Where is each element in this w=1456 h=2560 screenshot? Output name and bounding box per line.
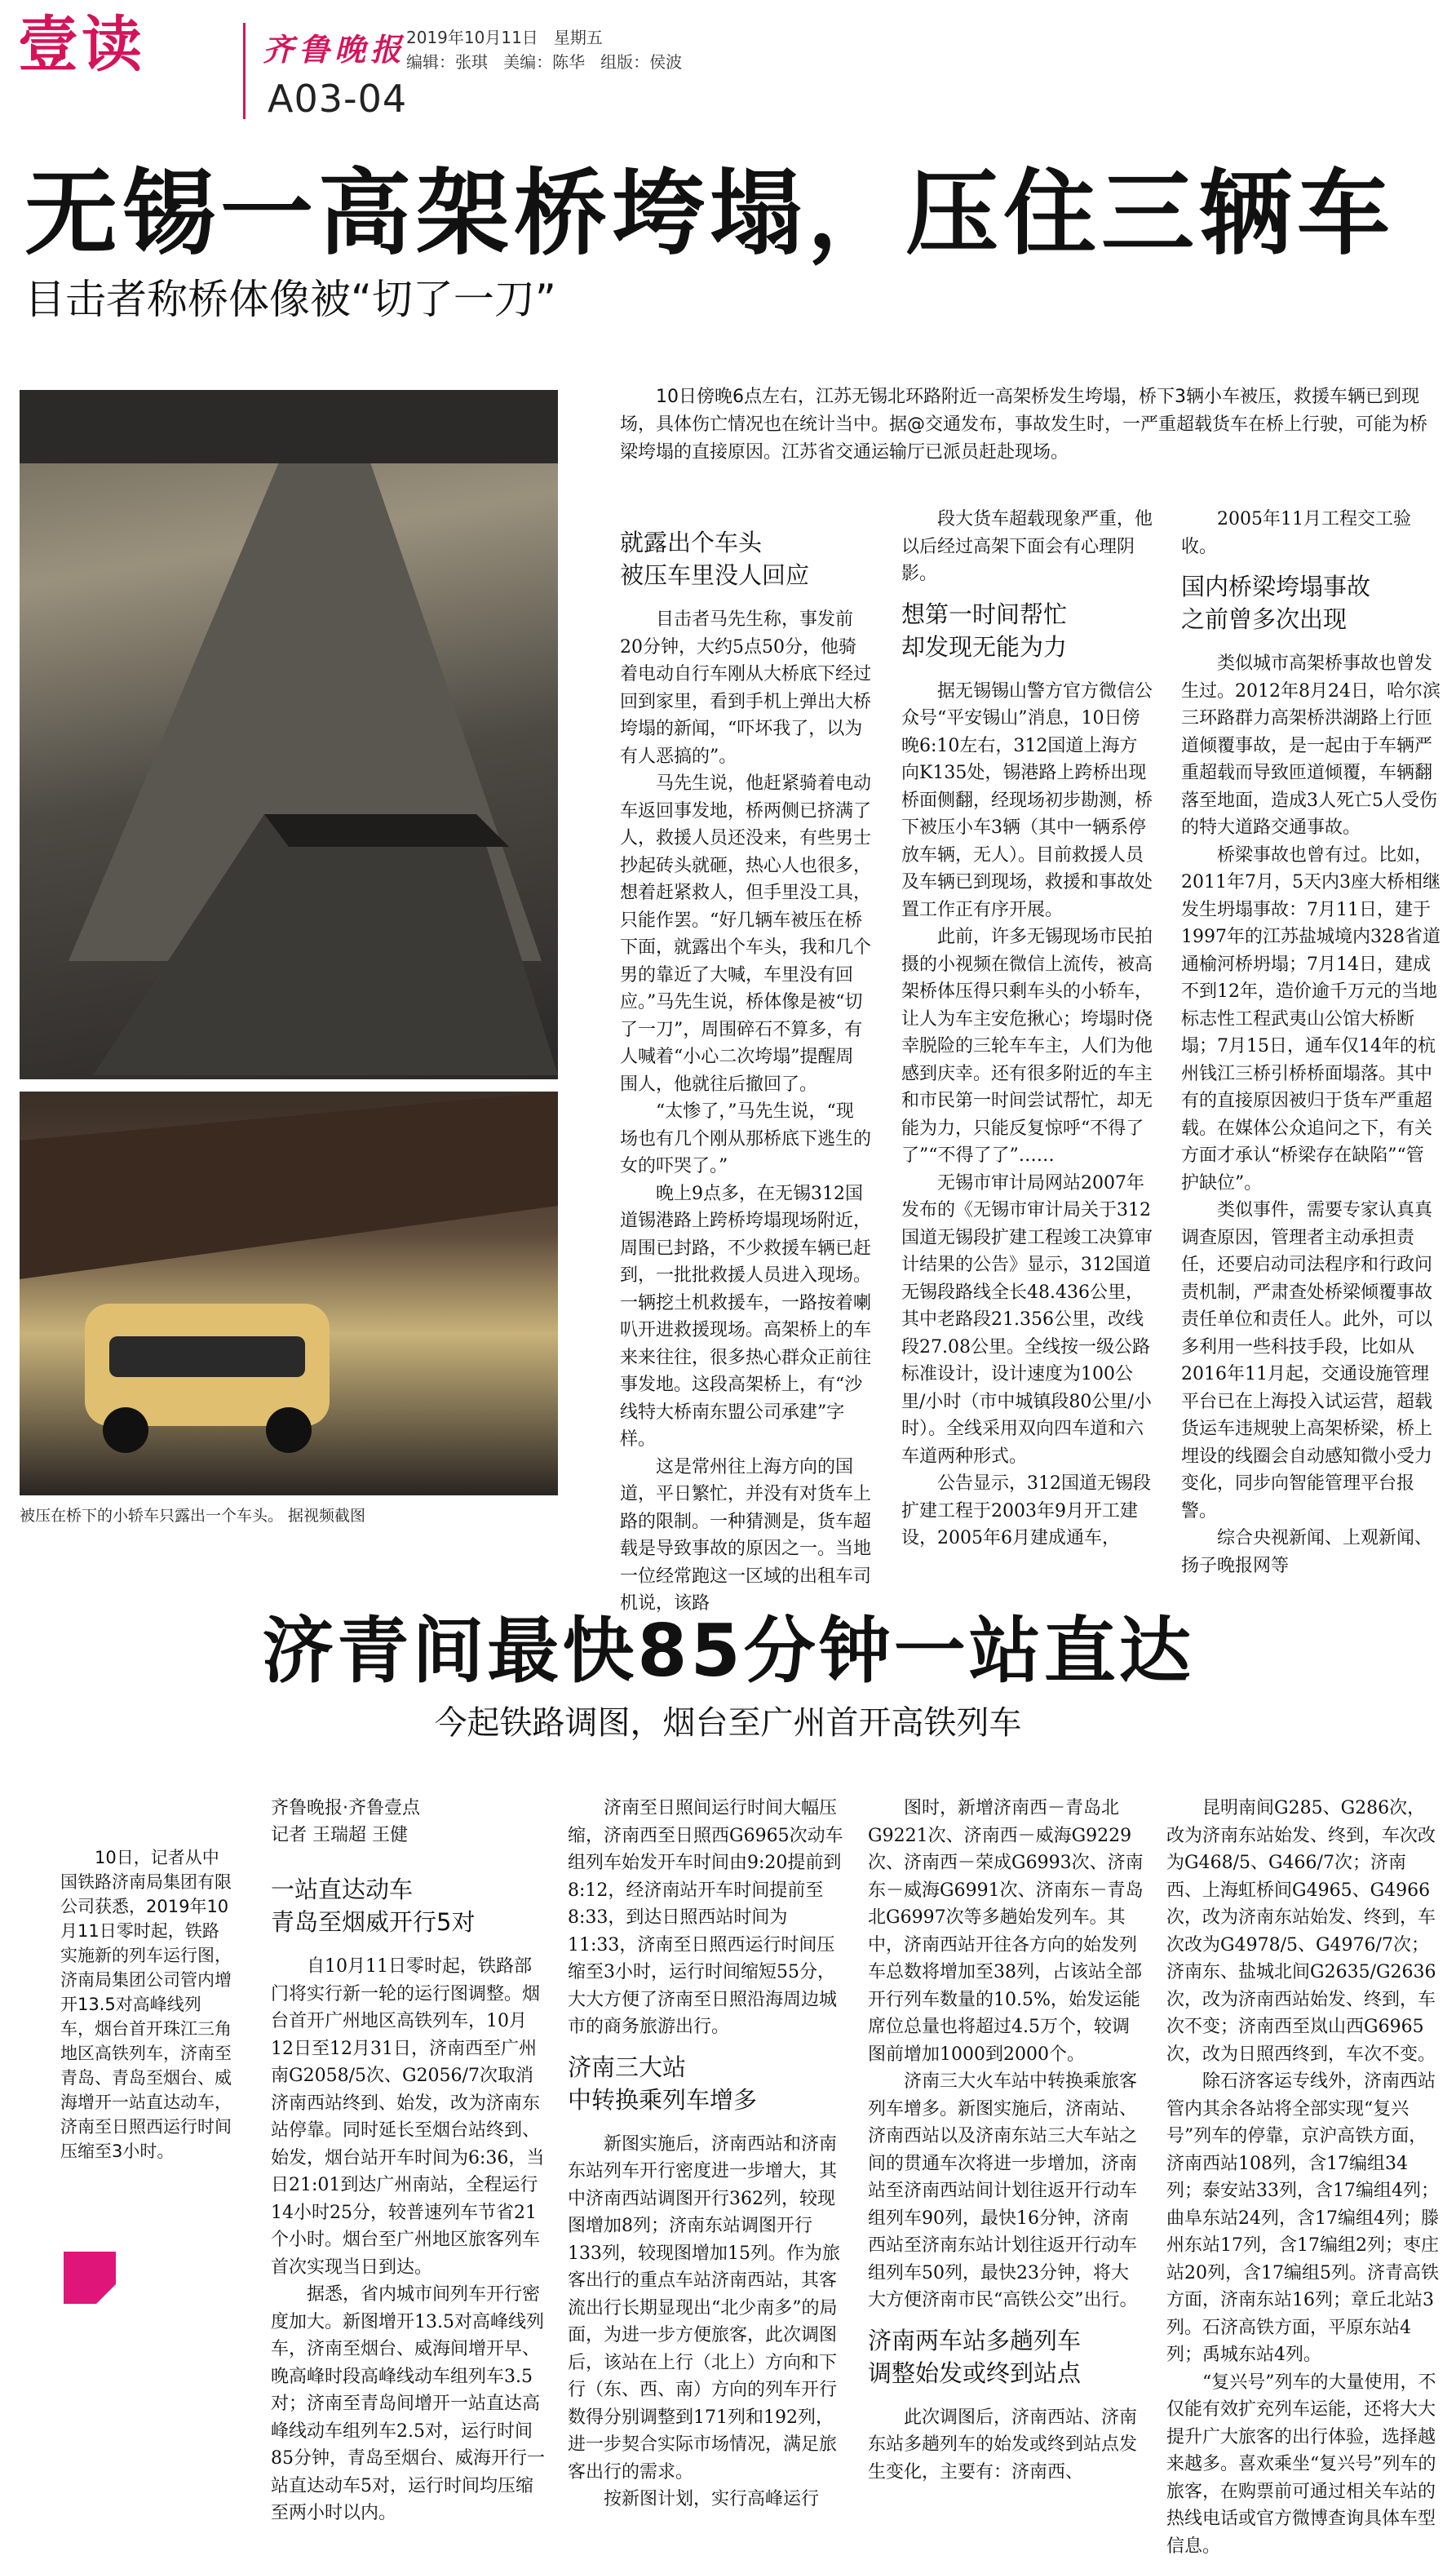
paragraph: 晚上9点多，在无锡312国道锡港路上跨桥垮塌现场附近，周围已封路，不少救援车辆已赶到，一批批救援人员进入现场。一辆挖土机救援车，一路按着喇叭开进救援现场。高架桥上的车来来往往，很多热心群众正前往事发地。这段高架桥上，有“沙线特大桥南东盟公司承建”字样。 (620, 1180, 871, 1454)
paragraph: 这是常州往上海方向的国道，平日繁忙，并没有对货车上路的限制。一种猜测是，货车超载是导致事故的原因之一。当地一位经常跑这一区域的出租车司机说，该路 (620, 1454, 871, 1618)
page-number: A03-04 (268, 77, 407, 121)
story2-headline: 济青间最快85分钟一站直达 (0, 1615, 1456, 1687)
column-subhead: 中转换乘列车增多 (568, 2084, 845, 2116)
column-subhead: 却发现无能为力 (901, 631, 1153, 663)
paragraph: 类似事件，需要专家认真真调查原因，管理者主动承担责任，还要启动司法程序和行政问责机制，严肃查处桥梁倾覆事故责任单位和责任人。此外，可以多利用一些科技手段，比如从2016年11月起，交通设施管理平台已在上海投入试运营，超载货运车违规驶上高架桥梁，桥上埋设的线圈会自动感知微小受力变化，同步向智能管理平台报警。 (1181, 1197, 1441, 1525)
story1-subhead: 目击者称桥体像被“切了一刀” (24, 279, 556, 320)
paragraph: 据悉，省内城市间列车开行密度加大。新图增开13.5对高峰线列车，济南至烟台、威海间增开早、晚高峰时段高峰线动车组列车3.5对；济南至青岛间增开一站直达高峰线动车组列车2.5对，运行时间85分钟，青岛至烟台、威海开行一站直达动车5对，运行时间均压缩至两小时以内。 (271, 2281, 548, 2527)
column-subhead: 被压车里没人回应 (620, 559, 871, 591)
story2-column-2 (568, 1795, 845, 2513)
column-subhead: 之前曾多次出现 (1181, 603, 1441, 636)
sources-credit: 综合央视新闻、上观新闻、扬子晚报网等 (1181, 1525, 1441, 1579)
story1-headline: 无锡一高架桥垮塌，压住三辆车 (24, 167, 1395, 260)
column-subhead: 国内桥梁垮塌事故 (1181, 570, 1441, 603)
paragraph: 按新图计划，实行高峰运行 (568, 2486, 845, 2513)
story2-lede: 10日，记者从中国铁路济南局集团有限公司获悉，2019年10月11日零时起，铁路实施新的列车运行图，济南局集团公司管内增开13.5对高峰线列车，烟台首开珠江三角地区高铁列车，济南至青岛、青岛至烟台、威海增开一站直达动车，济南至日照西运行时间压缩至3小时。 (60, 1845, 232, 2164)
story1-column-3 (1181, 506, 1441, 1579)
paragraph: 据无锡锡山警方官方微信公众号“平安锡山”消息，10日傍晚6:10左右，312国道上海方向K135处，锡港路上跨桥出现桥面侧翻，经现场初步勘测，桥下被压小车3辆（其中一辆系停放车辆，无人）。目前救援人员及车辆已到现场，救援和事故处置工作正有序开展。 (901, 678, 1153, 924)
paragraph: 自10月11日零时起，铁路部门将实行新一轮的运行图调整。烟台首开广州地区高铁列车，10月12日至12月31日，济南西至广州南G2058/5次、G2056/7次取消济南西站终到、始发，改为济南东站停靠。同时延长至烟台站终到、始发，烟台站开车时间为6:36，当日21:01到达广州南站，全程运行14小时25分，较普速列车节省21个小时。烟台至广州地区旅客列车首次实现当日到达。 (271, 1953, 548, 2281)
story2-column-3 (868, 1795, 1145, 2486)
crushed-car-photo (20, 1092, 558, 1495)
paragraph: 无锡市审计局网站2007年发布的《无锡市审计局关于312国道无锡段扩建工程竣工决算审计结果的公告》显示，312国道无锡段路线全长48.436公里，其中老路段21.356公里，改线段27.08公里。全线按一级公路标准设计，设计速度为100公里/小时（市中城镇段80公里/小时）。全线采用双向四车道和六车道两种形式。 (901, 1170, 1153, 1471)
section-brand: 壹读 (18, 15, 145, 75)
story2-column-1 (271, 1795, 548, 2527)
byline-reporters: 记者 王瑞超 王健 (271, 1822, 548, 1849)
issue-date: 2019年10月11日 星期五 (406, 24, 603, 48)
qilu-yidian-logo-icon (64, 2252, 121, 2304)
column-subhead: 想第一时间帮忙 (901, 598, 1153, 631)
column-subhead: 青岛至烟威开行5对 (271, 1906, 548, 1938)
editors-credit: 编辑：张琪 美编：陈华 组版：侯波 (406, 49, 682, 73)
paragraph: 新图实施后，济南西站和济南东站列车开行密度进一步增大，其中济南西站调图开行362列，较现图增加8列；济南东站调图开行133列，较现图增加15列。作为旅客出行的重点车站济南西站，其客流出行长期显现出“北少南多”的局面，为进一步方便旅客，此次调图后，该站在上行（北上）方向和下行（东、西、南）方向的列车开行数得分别调整到171列和192列，进一步契合实际市场情况，满足旅客出行的需求。 (568, 2131, 845, 2487)
car-illustration (20, 1092, 558, 1495)
story2-subhead: 今起铁路调图，烟台至广州首开高铁列车 (0, 1707, 1456, 1739)
bridge-illustration (20, 390, 558, 1079)
column-subhead: 一站直达动车 (271, 1873, 548, 1906)
paragraph: 马先生说，他赶紧骑着电动车返回事发地，桥两侧已挤满了人，救援人员还没来，有些男士抄起砖头就砸，热心人也很多，想着赶紧救人，但手里没工具，只能作罢。“好几辆车被压在桥下面，就露出个车头，我和几个男的靠近了大喊，车里没有回应。”马先生说，桥体像是被“切了一刀”，周围碎石不算多，有人喊着“小心二次垮塌”提醒周围人，他就往后撤回了。 (620, 770, 871, 1098)
collapsed-bridge-photo (20, 390, 558, 1079)
byline-outlet: 齐鲁晚报·齐鲁壹点 (271, 1795, 548, 1822)
story1-column-1 (620, 526, 871, 1618)
column-subhead: 调整始发或终到站点 (868, 2357, 1145, 2389)
masthead-divider (243, 23, 246, 119)
paragraph: 此次调图后，济南西站、济南东站多趟列车的始发或终到站点发生变化，主要有：济南西、 (868, 2404, 1145, 2487)
newspaper-logo: 齐鲁晚报 (263, 24, 406, 69)
paragraph: “复兴号”列车的大量使用，不仅能有效扩充列车运能，还将大大提升广大旅客的出行体验，选择越来越多。喜欢乘坐“复兴号”列车的旅客，在购票前可通过相关车站的热线电话或官方微博查询具体车型信息。 (1166, 2369, 1441, 2560)
paragraph: 济南至日照间运行时间大幅压缩，济南西至日照西G6965次动车组列车始发开车时间由9:20提前到8:12，经济南站开车时间提前至8:33，到达日照西站时间为11:33，济南至日照西运行时间压缩至3小时，运行时间缩短55分，大大方便了济南至日照沿海周边城市的商务旅游出行。 (568, 1795, 845, 2041)
story1-column-2 (901, 506, 1153, 1552)
paragraph: 图时，新增济南西－青岛北G9221次、济南西－威海G9229次、济南西－荣成G6993次、济南东－威海G6991次、济南东－青岛北G6997次等多趟始发列车。其中，济南西站开往各方向的始发列车总数将增加至38列，占该站全部开行列车数量的10.5%，始发运能席位总量也将超过4.5万个，较调图前增加1000到2000个。 (868, 1795, 1145, 2068)
paragraph: 类似城市高架桥事故也曾发生过。2012年8月24日，哈尔滨三环路群力高架桥洪湖路上行匝道倾覆事故，是一起由于车辆严重超载而导致匝道倾覆，车辆翻落至地面，造成3人死亡5人受伤的特大道路交通事故。 (1181, 650, 1441, 842)
column-subhead: 就露出个车头 (620, 526, 871, 559)
paragraph: 昆明南间G285、G286次，改为济南东站始发、终到，车次改为G468/5、G466/7次；济南西、上海虹桥间G4965、G4966次，改为济南东站始发、终到，车次改为G4978/5、G4976/7次；济南东、盐城北间G2635/G2636次，改为济南西站始发、终到，车次不变；济南西至岚山西G6965次，改为日照西终到，车次不变。 (1166, 1795, 1441, 2068)
paragraph: 桥梁事故也曾有过。比如，2011年7月，5天内3座大桥相继发生坍塌事故：7月11日，建于1997年的江苏盐城境内328省道通榆河桥坍塌；7月14日，建成不到12年，造价逾千万元的当地标志性工程武夷山公馆大桥断塌；7月15日，通车仅14年的杭州钱江三桥引桥桥面塌落。其中有的直接原因被归于货车严重超载。在媒体公众追问之下，有关方面才承认“桥梁存在缺陷”“管护缺位”。 (1181, 842, 1441, 1198)
story2-column-4 (1166, 1795, 1441, 2560)
paragraph: 目击者马先生称，事发前20分钟，大约5点50分，他骑着电动自行车刚从大桥底下经过回到家里，看到手机上弹出大桥垮塌的新闻，“吓坏我了，以为有人恶搞的”。 (620, 606, 871, 770)
paragraph: “太惨了，”马先生说，“现场也有几个刚从那桥底下逃生的女的吓哭了。” (620, 1098, 871, 1180)
story1-lede: 10日傍晚6点左右，江苏无锡北环路附近一高架桥发生垮塌，桥下3辆小车被压，救援车辆已到现场，具体伤亡情况也在统计当中。据@交通发布，事故发生时，一严重超载货车在桥上行驶，可能为桥梁垮塌的直接原因。江苏省交通运输厅已派员赶赴现场。 (620, 383, 1436, 467)
photo2-caption: 被压在桥下的小轿车只露出一个车头。 据视频截图 (20, 1504, 365, 1526)
column-subhead: 济南两车站多趟列车 (868, 2324, 1145, 2357)
column-subhead: 济南三大站 (568, 2051, 845, 2084)
paragraph: 济南三大火车站中转换乘旅客列车增多。新图实施后，济南站、济南西站以及济南东站三大车站之间的贯通车次将进一步增加，济南站至济南西站间计划往返开行动车组列车90列，最快16分钟，济南西站至济南东站计划往返开行动车组列车50列，最快23分钟，将大大方便济南市民“高铁公交”出行。 (868, 2068, 1145, 2314)
paragraph: 段大货车超载现象严重，他以后经过高架下面会有心理阴影。 (901, 506, 1153, 588)
paragraph: 此前，许多无锡现场市民拍摄的小视频在微信上流传，被高架桥体压得只剩车头的小轿车，让人为车主安危揪心；垮塌时侥幸脱险的三轮车车主，人们为他感到庆幸。还有很多附近的车主和市民第一时间尝试帮忙，却无能为力，只能反复惊呼“不得了了”“不得了了”…… (901, 923, 1153, 1170)
paragraph: 2005年11月工程交工验收。 (1181, 506, 1441, 560)
paragraph: 公告显示，312国道无锡段扩建工程于2003年9月开工建设，2005年6月建成通车， (901, 1470, 1153, 1552)
paragraph: 除石济客运专线外，济南西站管内其余各站将全部实现“复兴号”列车的停靠，京沪高铁方面，济南西站108列，含17编组34列；泰安站33列，含17编组4列；曲阜东站24列，含17编组4列；滕州东站17列，含17编组2列；枣庄站20列，含17编组5列。济青高铁方面，济南东站16列；章丘北站3列。石济高铁方面，平原东站4列；禹城东站4列。 (1166, 2068, 1441, 2369)
